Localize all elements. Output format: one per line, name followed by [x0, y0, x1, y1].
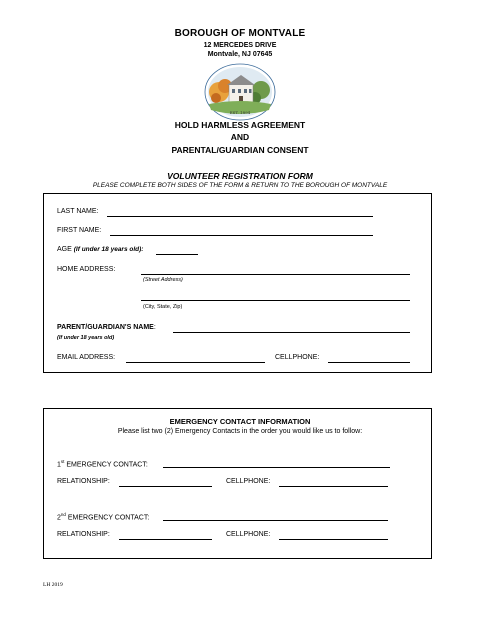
title-and: AND	[230, 132, 250, 142]
parent-name-label-row	[57, 324, 156, 331]
parent-name-field[interactable]	[173, 332, 410, 333]
last-name-field[interactable]	[107, 216, 373, 217]
city-state-zip-note: (City, State, Zip)	[143, 304, 183, 310]
cellphone-label: CELLPHONE:	[275, 354, 320, 361]
contact2-label-row	[57, 512, 149, 521]
contact1-label-row	[57, 459, 148, 468]
contact1-name-field[interactable]	[163, 467, 390, 468]
contact1-number: 1	[57, 461, 61, 469]
emergency-title: EMERGENCY CONTACT INFORMATION	[169, 417, 311, 426]
street-address-note: (Street Address)	[143, 277, 183, 283]
contact1-relationship-label: RELATIONSHIP:	[57, 478, 110, 485]
seal-est-text: EST. 1894	[229, 110, 251, 115]
parent-name-label: PARENT/GUARDIAN'S NAME	[57, 324, 154, 331]
contact1-label: EMERGENCY CONTACT:	[64, 461, 148, 469]
contact2-label: EMERGENCY CONTACT:	[65, 514, 150, 522]
first-name-field[interactable]	[110, 235, 373, 236]
contact2-relationship-label: RELATIONSHIP:	[57, 531, 110, 538]
org-address-line1: 12 MERCEDES DRIVE	[203, 42, 277, 49]
title-hold-harmless: HOLD HARMLESS AGREEMENT	[174, 120, 306, 130]
parent-name-note: (If under 18 years old)	[57, 335, 115, 341]
contact2-suffix: nd	[60, 512, 66, 517]
home-address-label: HOME ADDRESS:	[57, 266, 116, 273]
email-field[interactable]	[126, 362, 265, 363]
city-state-zip-field[interactable]	[141, 300, 410, 301]
cellphone-field[interactable]	[328, 362, 410, 363]
contact2-name-field[interactable]	[163, 520, 388, 521]
contact2-cellphone-field[interactable]	[279, 539, 388, 540]
contact1-suffix: st	[60, 459, 65, 464]
form-title: VOLUNTEER REGISTRATION FORM	[167, 171, 313, 181]
last-name-label: LAST NAME:	[57, 208, 99, 215]
contact1-cellphone-label: CELLPHONE:	[226, 478, 271, 485]
emergency-subtitle: Please list two (2) Emergency Contacts in the order you would like us to follow:	[117, 428, 363, 435]
age-field[interactable]	[156, 254, 198, 255]
age-label-row	[57, 246, 143, 253]
form-instructions: PLEASE COMPLETE BOTH SIDES OF THE FORM & RETURN TO THE BOROUGH OF MONTVALE	[92, 182, 388, 189]
borough-seal-logo	[203, 62, 277, 122]
contact2-number: 2	[57, 514, 61, 522]
age-note: (If under 18 years old):	[73, 246, 144, 253]
form-code: LH 2019	[43, 582, 63, 588]
volunteer-info-box	[43, 193, 432, 373]
first-name-label: FIRST NAME:	[57, 227, 102, 234]
contact1-relationship-field[interactable]	[119, 486, 212, 487]
title-parental-consent: PARENTAL/GUARDIAN CONSENT	[171, 145, 309, 155]
email-label: EMAIL ADDRESS:	[57, 354, 116, 361]
contact2-cellphone-label: CELLPHONE:	[226, 531, 271, 538]
org-name: BOROUGH OF MONTVALE	[174, 28, 306, 39]
age-label: AGE	[57, 246, 72, 253]
street-address-field[interactable]	[141, 274, 410, 275]
contact2-relationship-field[interactable]	[119, 539, 212, 540]
parent-name-colon: :	[153, 324, 156, 331]
org-address-line2: Montvale, NJ 07645	[207, 51, 273, 58]
contact1-cellphone-field[interactable]	[279, 486, 388, 487]
